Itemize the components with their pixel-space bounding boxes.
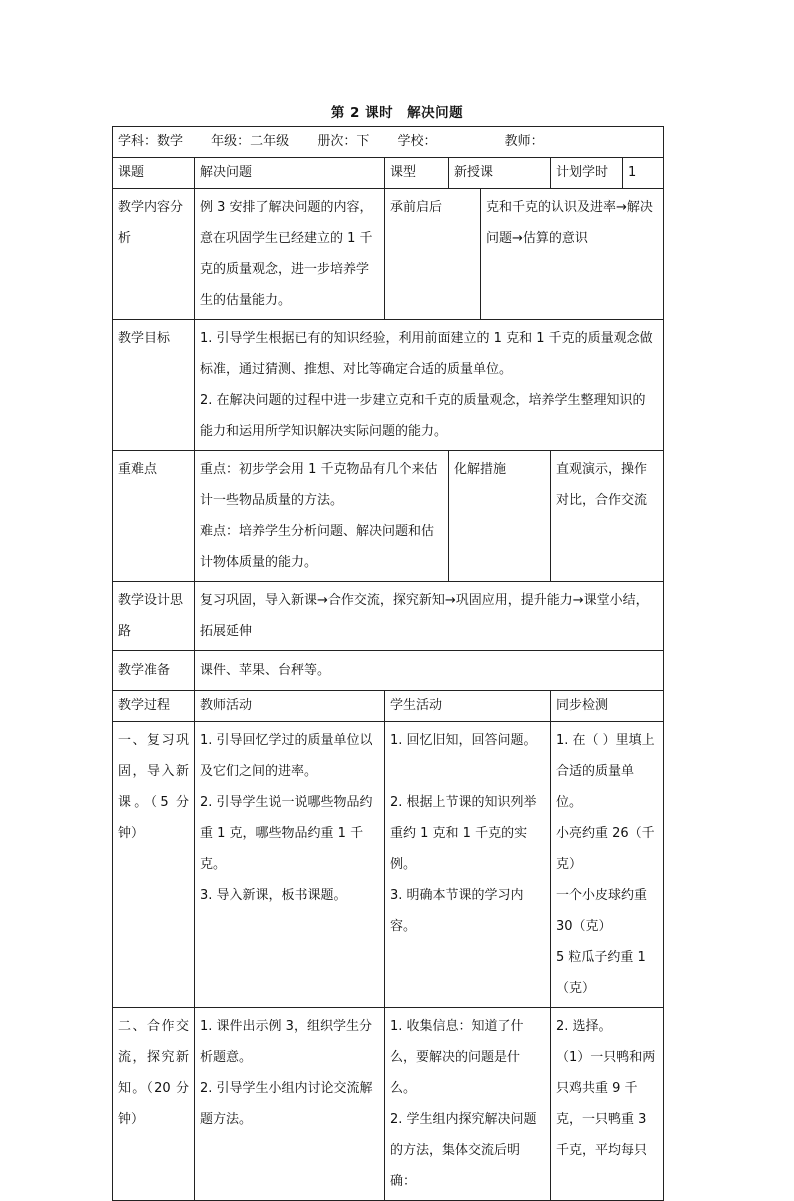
student-activity-item: 1. 回忆旧知，回答问题。 <box>390 733 537 748</box>
sync-check-cell <box>551 1008 664 1201</box>
teacher-activity-item: 1. 引导回忆学过的质量单位以及它们之间的进率。 <box>200 733 373 779</box>
student-activity-item: 2. 学生组内探究解决问题的方法，集体交流后明确： <box>390 1112 537 1189</box>
volume-label: 册次：下 <box>317 134 370 149</box>
topic-value: 解决问题 <box>195 158 385 189</box>
teacher-activity-item: 2. 引导学生小组内讨论交流解题方法。 <box>200 1081 373 1127</box>
design-value: 复习巩固，导入新课→合作交流，探究新知→巩固应用，提升能力→课堂小结，拓展延伸 <box>195 582 664 651</box>
planned-hours-label: 计划学时 <box>551 158 623 189</box>
difficulty-text: 难点：培养学生分析问题、解决问题和估计物体质量的能力。 <box>200 524 435 570</box>
lesson-topic: 解决问题 <box>407 105 464 121</box>
stage-name: 二、合作交流，探究新知。（20 分钟） <box>113 1008 195 1201</box>
teacher-activity-item: 2. 引导学生说一说哪些物品约重 1 克，哪些物品约重 1 千克。 <box>200 795 373 872</box>
key-points-row <box>113 451 664 582</box>
teacher-label: 教师： <box>504 134 544 149</box>
stage-row <box>113 722 664 1008</box>
sync-check-item: （1）一只鸭和两只鸡共重 9 千克，一只鸭重 3 千克，平均每只 <box>556 1050 656 1158</box>
design-label: 教学设计思路 <box>113 582 195 651</box>
grade-label: 年级：二年级 <box>211 134 290 149</box>
sync-check-item: 1. 在（ ）里填上合适的质量单位。 <box>556 733 655 810</box>
teaching-goals-row <box>113 320 664 451</box>
key-point-text: 重点：初步学会用 1 千克物品有几个来估计一些物品质量的方法。 <box>200 462 438 508</box>
stage-name: 一、复习巩固，导入新课。（5 分钟） <box>113 722 195 1008</box>
info-row <box>113 127 664 158</box>
process-header-row <box>113 691 664 722</box>
continuity-label: 承前启后 <box>385 189 481 320</box>
student-activity-item: 2. 根据上节课的知识列举重约 1 克和 1 千克的实例。 <box>390 795 537 872</box>
content-analysis-label: 教学内容分析 <box>113 189 195 320</box>
student-activity-cell <box>385 1008 551 1201</box>
student-activity-item: 3. 明确本节课的学习内容。 <box>390 888 524 934</box>
student-activity-item: 1. 收集信息：知道了什么，要解决的问题是什么。 <box>390 1019 524 1096</box>
info-cell <box>113 127 664 158</box>
planned-hours-value: 1 <box>623 158 664 189</box>
lesson-type-value: 新授课 <box>449 158 551 189</box>
preparation-value: 课件、苹果、台秤等。 <box>195 651 664 691</box>
topic-row <box>113 158 664 189</box>
solution-measures-label: 化解措施 <box>449 451 551 582</box>
teacher-activity-cell <box>195 722 385 1008</box>
page-title <box>0 101 794 121</box>
process-header: 教学过程 <box>113 691 195 722</box>
stage-row <box>113 1008 664 1201</box>
sync-check-item: 小亮约重 26（千克） <box>556 826 655 872</box>
preparation-row <box>113 651 664 691</box>
solution-measures-value: 直观演示，操作对比，合作交流 <box>551 451 664 582</box>
teaching-goals-value <box>195 320 664 451</box>
goal-item: 2. 在解决问题的过程中进一步建立克和千克的质量观念，培养学生整理知识的能力和运用所学知识解决实际问题的能力。 <box>200 393 646 439</box>
content-analysis-row <box>113 189 664 320</box>
sync-check-item: 2. 选择。 <box>556 1019 612 1034</box>
teacher-activity-item: 1. 课件出示例 3，组织学生分析题意。 <box>200 1019 372 1065</box>
lesson-number: 第 2 课时 <box>330 105 394 121</box>
lesson-plan-table <box>112 126 664 1201</box>
design-row <box>113 582 664 651</box>
lesson-type-label: 课型 <box>385 158 449 189</box>
school-label: 学校： <box>397 134 437 149</box>
teaching-goals-label: 教学目标 <box>113 320 195 451</box>
key-points-value <box>195 451 449 582</box>
key-points-label: 重难点 <box>113 451 195 582</box>
sync-check-item: 一个小皮球约重 30（克） <box>556 888 648 934</box>
teacher-activity-cell <box>195 1008 385 1201</box>
teacher-activity-header: 教师活动 <box>195 691 385 722</box>
sync-check-item: 5 粒瓜子约重 1（克） <box>556 950 646 996</box>
content-analysis-value: 例 3 安排了解决问题的内容，意在巩固学生已经建立的 1 千克的质量观念，进一步培养学生的估量能力。 <box>195 189 385 320</box>
sync-check-header: 同步检测 <box>551 691 664 722</box>
sync-check-cell <box>551 722 664 1008</box>
subject-label: 学科：数学 <box>118 134 184 149</box>
preparation-label: 教学准备 <box>113 651 195 691</box>
goal-item: 1. 引导学生根据已有的知识经验，利用前面建立的 1 克和 1 千克的质量观念做标准，通过猜测、推想、对比等确定合适的质量单位。 <box>200 331 653 377</box>
student-activity-header: 学生活动 <box>385 691 551 722</box>
student-activity-cell <box>385 722 551 1008</box>
continuity-value: 克和千克的认识及进率→解决问题→估算的意识 <box>481 189 664 320</box>
teacher-activity-item: 3. 导入新课，板书课题。 <box>200 888 347 903</box>
topic-label: 课题 <box>113 158 195 189</box>
